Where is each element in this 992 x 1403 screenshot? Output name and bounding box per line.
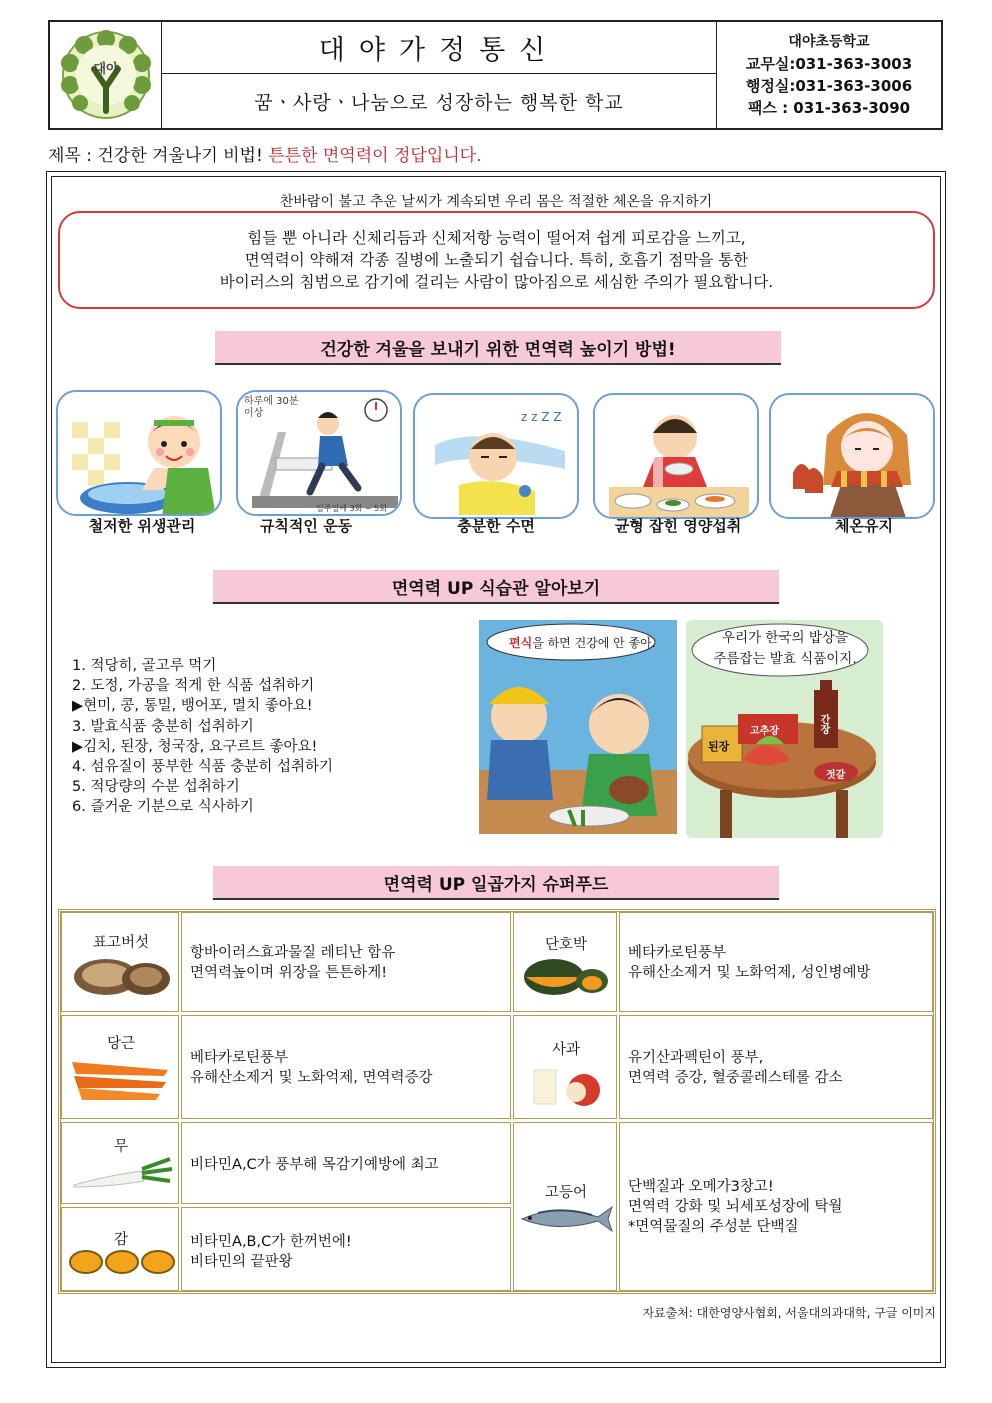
speech-highlight: 편식 <box>509 636 533 650</box>
exercise-caption-top: 하루에 30분 이상 <box>244 396 299 419</box>
food-desc-cell <box>619 1015 933 1119</box>
section-title-superfoods: 면역력 UP 일곱가지 슈퍼푸드 <box>213 866 779 900</box>
admin-phone: 행정실:031-363-3006 <box>745 77 913 95</box>
cartoon-speech <box>702 628 868 670</box>
food-desc: 면역력높이며 위장을 튼튼하게! <box>190 965 388 981</box>
list-item: 4. 섬유질이 풍부한 식품 충분히 섭취하기 <box>72 759 333 776</box>
tree-logo-icon <box>60 29 152 121</box>
scarf-illustration-icon <box>771 395 935 519</box>
list-item: 3. 발효식품 충분히 섭취하기 <box>72 718 254 735</box>
food-desc-cell <box>619 912 933 1012</box>
list-item: 5. 적당량의 수분 섭취하기 <box>72 779 240 796</box>
food-name: 당근 <box>106 1036 135 1052</box>
contact-info <box>717 22 941 128</box>
school-name: 대야초등학교 <box>788 34 870 50</box>
sleeping-illustration-icon <box>415 395 579 519</box>
warning-line: 면역력이 약해져 각종 질병에 노출되기 쉽습니다. 특히, 호흡기 점막을 통한 <box>244 251 749 269</box>
food-desc: 유해산소제거 및 노화억제, 성인병예방 <box>628 965 871 981</box>
section-title-immunity-tips: 건강한 겨울을 보내기 위한 면역력 높이기 방법! <box>215 331 781 365</box>
food-name: 단호박 <box>544 937 588 953</box>
cartoon-speech <box>509 634 656 651</box>
food-desc: 면역력 증강, 혈중콜레스테롤 감소 <box>628 1070 843 1086</box>
exercise-caption-bottom: 일주일에 3회 ~ 5회 <box>316 504 387 513</box>
mushroom-icon <box>72 951 170 997</box>
svg-text:대야: 대야 <box>92 62 119 77</box>
mackerel-icon <box>518 1203 614 1233</box>
school-logo <box>50 22 162 128</box>
food-desc: 베타카로틴풍부 <box>628 945 727 961</box>
food-desc: 유기산과펙틴이 풍부, <box>628 1050 764 1066</box>
food-desc-cell <box>181 912 511 1012</box>
newsletter-title: 대야가정통신 <box>162 22 717 74</box>
food-desc: 유해산소제거 및 노화억제, 면역력증강 <box>190 1070 433 1086</box>
food-name: 감 <box>113 1232 128 1248</box>
eating-habits-list <box>72 656 333 818</box>
office-phone: 교무실:031-363-3003 <box>745 55 913 73</box>
subject-prefix: 제목 : 건강한 겨울나기 비법! <box>48 146 269 166</box>
food-desc: 단백질과 오메가3창고! <box>628 1179 774 1195</box>
jar-label: 고추장 <box>750 726 779 737</box>
food-name: 고등어 <box>544 1185 588 1201</box>
source-credit: 자료출처: 대한영양사협회, 서울대의과대학, 구글 이미지 <box>642 1306 936 1320</box>
list-item: 2. 도정, 가공을 적게 한 식품 섭취하기 <box>72 678 315 695</box>
tip-hygiene-card <box>56 390 222 516</box>
food-desc: 면역력 강화 및 뇌세포성장에 탁월 <box>628 1199 843 1215</box>
food-cell <box>61 912 179 1012</box>
speech-line: 주름잡는 발효 식품이지. <box>713 651 857 667</box>
radish-icon <box>70 1155 174 1195</box>
food-cell <box>61 1015 179 1119</box>
apple-icon <box>532 1062 608 1108</box>
food-desc-cell <box>181 1207 511 1291</box>
can-label: 젓갈 <box>826 770 846 781</box>
tip-label: 철저한 위생관리 <box>88 517 196 535</box>
fax-number: 팩스 : 031-363-3090 <box>747 99 911 117</box>
food-cell <box>513 912 617 1012</box>
jar-label: 된장 <box>708 740 730 753</box>
food-desc: 비타민A,B,C가 한꺼번에! <box>190 1234 352 1250</box>
speech-rest: 을 하면 건강에 안 좋아. <box>532 636 656 650</box>
food-desc: 베타카로틴풍부 <box>190 1050 289 1066</box>
food-desc-cell <box>181 1015 511 1119</box>
picky-eating-cartoon <box>479 620 677 834</box>
food-desc: 비타민A,C가 풍부해 목감기예방에 최고 <box>190 1157 439 1173</box>
tip-label: 균형 잡힌 영양섭취 <box>614 517 742 535</box>
subject-line <box>48 141 482 166</box>
intro-text: 찬바람이 불고 추운 날씨가 계속되면 우리 몸은 적절한 체온을 유지하기 <box>279 194 713 210</box>
tip-nutrition-card <box>593 393 759 519</box>
tip-sleep-card <box>413 393 579 519</box>
bottle-label: 간장 <box>818 714 829 734</box>
food-desc: 항바이러스효과물질 레티난 함유 <box>190 945 396 961</box>
list-item: 6. 즐거운 기분으로 식사하기 <box>72 799 254 816</box>
warning-line: 바이러스의 침범으로 감기에 걸리는 사람이 많아짐으로 세심한 주의가 필요합니다. <box>219 273 774 291</box>
handwashing-illustration-icon <box>58 392 222 516</box>
food-cell <box>61 1122 179 1204</box>
speech-line: 우리가 한국의 밥상을 <box>722 630 848 646</box>
carrot-icon <box>68 1052 174 1102</box>
letterhead <box>48 20 943 130</box>
tip-warmth-card <box>769 393 935 519</box>
eating-illustration-icon <box>595 395 759 519</box>
fermented-food-cartoon <box>686 620 883 838</box>
warning-line: 힘들 뿐 아니라 신체리듬과 신체저항 능력이 떨어져 쉽게 피로감을 느끼고, <box>247 229 746 247</box>
food-desc-cell <box>181 1122 511 1204</box>
warning-box <box>58 211 935 309</box>
pumpkin-icon <box>522 953 610 997</box>
food-cell <box>61 1207 179 1291</box>
section-title-eating-habits: 면역력 UP 식습관 알아보기 <box>213 570 779 604</box>
tip-label: 충분한 수면 <box>457 517 535 535</box>
list-item: ▶현미, 콩, 통밀, 뱅어포, 멸치 좋아요! <box>72 698 313 715</box>
persimmon-icon <box>68 1248 176 1276</box>
food-desc: 비타민의 끝판왕 <box>190 1254 293 1270</box>
food-name: 사과 <box>551 1042 580 1058</box>
food-name: 표고버섯 <box>92 935 150 951</box>
list-item: ▶김치, 된장, 청국장, 요구르트 좋아요! <box>72 738 318 755</box>
tip-label: 체온유지 <box>835 517 893 535</box>
food-cell <box>513 1122 617 1291</box>
tip-label: 규칙적인 운동 <box>259 517 353 535</box>
boys-cartoon-icon <box>479 620 677 834</box>
svg-text:z z Z Z: z z Z Z <box>521 410 562 424</box>
food-desc: *면역물질의 주성분 단백질 <box>628 1219 799 1235</box>
food-cell <box>513 1015 617 1119</box>
food-desc-cell <box>619 1122 933 1291</box>
food-name: 무 <box>113 1139 128 1155</box>
list-item: 1. 적당히, 골고루 먹기 <box>72 658 217 674</box>
school-motto: 꿈ㆍ사랑ㆍ나눔으로 성장하는 행복한 학교 <box>162 74 717 128</box>
subject-highlight: 튼튼한 면역력이 정답입니다. <box>268 146 482 166</box>
